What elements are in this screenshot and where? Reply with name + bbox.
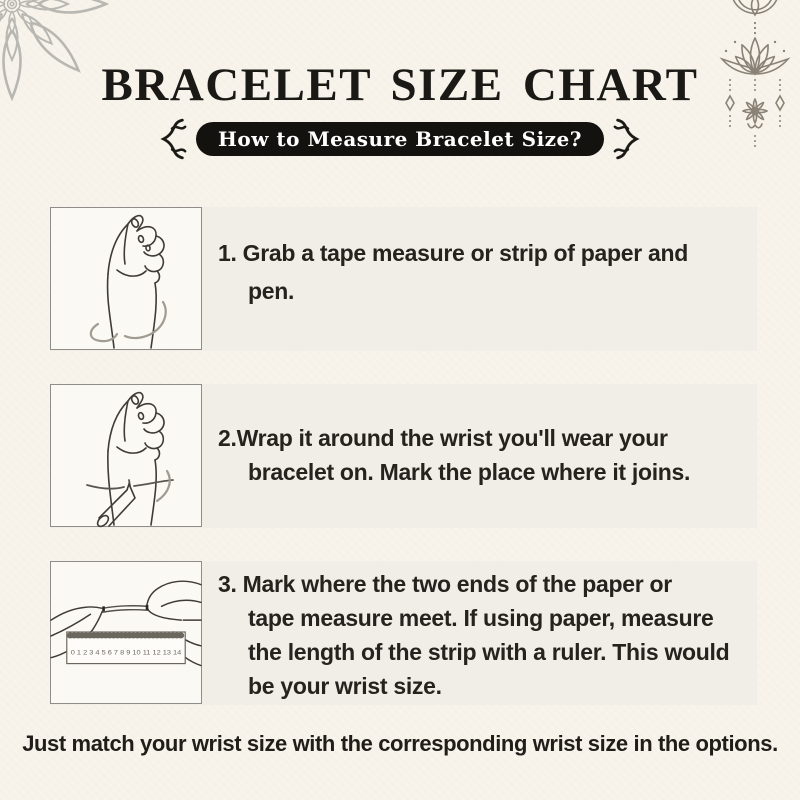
hands-holding-strip-over-ruler-icon — [51, 562, 201, 703]
step-3-line-2: tape measure meet. If using paper, measure — [248, 605, 714, 631]
step-3-line-1: 3. Mark where the two ends of the paper or — [218, 571, 672, 597]
step-1-row — [0, 207, 800, 351]
ruler-numbers: 0 1 2 3 4 5 6 7 8 9 10 11 12 13 14 — [70, 649, 182, 657]
subtitle-row — [0, 116, 800, 162]
step-3-illustration-box — [50, 561, 202, 704]
step-3-line-3: the length of the strip with a ruler. This would — [248, 639, 730, 665]
step-3-text — [218, 567, 750, 703]
step-1-illustration-box — [50, 207, 202, 350]
step-1-text — [218, 234, 750, 310]
step-2-illustration-box — [50, 384, 202, 527]
footer-note: Just match your wrist size with the corresponding wrist size in the options. — [22, 731, 778, 756]
page-title: BRACELET SIZE CHART — [101, 59, 699, 111]
step-1-line-1: 1. Grab a tape measure or strip of paper and — [218, 240, 688, 266]
step-2-line-1: 2.Wrap it around the wrist you'll wear your — [218, 425, 668, 451]
hand-fist-with-tape-loop-icon — [51, 208, 201, 349]
step-2-text — [218, 421, 750, 489]
flourish-bracket-icon — [156, 116, 188, 162]
step-1-line-2: pen. — [248, 278, 295, 304]
step-3-row — [0, 561, 800, 705]
step-2-line-2: bracelet on. Mark the place where it joins. — [248, 459, 691, 485]
subtitle-pill: How to Measure Bracelet Size? — [196, 122, 604, 156]
step-3-line-4: be your wrist size. — [248, 673, 442, 699]
hand-fist-with-pen-marking-wrist-icon — [51, 385, 201, 526]
step-2-row — [0, 384, 800, 528]
flourish-bracket-icon — [612, 116, 644, 162]
